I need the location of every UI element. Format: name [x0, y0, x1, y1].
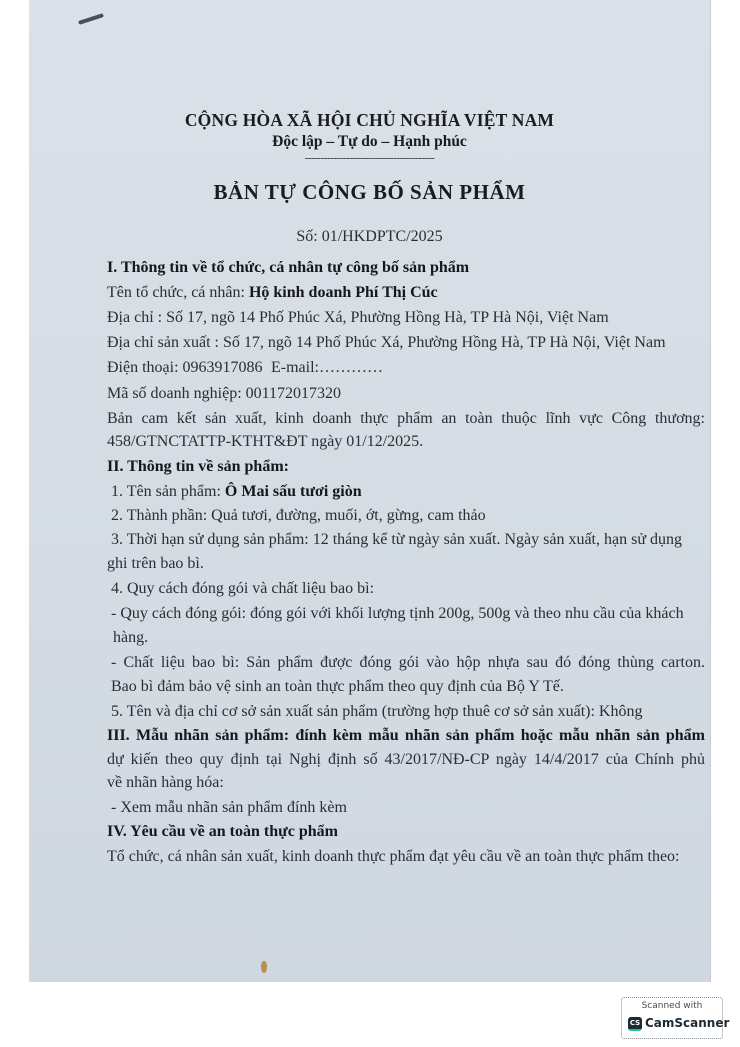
- document-content: [29, 0, 710, 982]
- org-name-line: [107, 282, 705, 304]
- section-3-line-3: về nhãn hàng hóa:: [107, 774, 224, 791]
- org-value: Hộ kinh doanh Phí Thị Cúc: [248, 284, 438, 301]
- section-3-heading: III. Mẫu nhãn sản phẩm: đính kèm mẫu nhãn sản phẩm hoặc mẫu nhãn sản phẩm: [107, 727, 705, 744]
- section-3-line-2: dự kiến theo quy định tại Nghị định số 43/2017/NĐ-CP ngày 14/4/2017 của Chính phủ: [107, 751, 705, 768]
- shelf-life-line-2: ghi trên bao bì.: [107, 555, 204, 572]
- business-code: Mã số doanh nghiệp: 001172017320: [107, 385, 342, 402]
- section-4-line-1: Tổ chức, cá nhân sản xuất, kinh doanh thực phẩm đạt yêu cầu về an toàn thực phẩm theo:: [107, 848, 680, 865]
- material-line-2: Bao bì đảm bảo vệ sinh an toàn thực phẩm theo quy định của Bộ Y Tế.: [111, 678, 564, 695]
- shelf-life-line-1: 3. Thời hạn sử dụng sản phẩm: 12 tháng kể từ ngày sản xuất. Ngày sản xuất, hạn sử dụng: [111, 531, 682, 548]
- packaging-heading: 4. Quy cách đóng gói và chất liệu bao bì:: [111, 580, 375, 597]
- commitment-line-1: Bản cam kết sản xuất, kinh doanh thực phẩm an toàn thuộc lĩnh vực Công thương:: [107, 410, 705, 427]
- camscanner-logo-icon: CS: [628, 1017, 642, 1031]
- camscanner-watermark: [621, 997, 730, 1039]
- watermark-brand: CamScanner: [645, 1016, 730, 1030]
- scanned-page: [29, 0, 711, 982]
- document-number: Số: 01/HKDPTC/2025: [296, 228, 443, 245]
- phone: Điện thoại: 0963917086: [107, 359, 263, 376]
- label-note: - Xem mẫu nhãn sản phẩm đính kèm: [111, 799, 347, 816]
- motto: Độc lập – Tự do – Hạnh phúc: [272, 133, 467, 150]
- contact-line: [107, 357, 705, 379]
- product-name-label: 1. Tên sản phẩm:: [111, 483, 225, 500]
- packing-spec-line-1: - Quy cách đóng gói: đóng gói với khối lượng tịnh 200g, 500g và theo nhu cầu của khách: [111, 605, 684, 622]
- document-title: BẢN TỰ CÔNG BỐ SẢN PHẨM: [213, 180, 526, 204]
- watermark-caption: Scanned with: [641, 1001, 703, 1011]
- ingredients: 2. Thành phần: Quả tươi, đường, muối, ớt, gừng, cam thảo: [111, 507, 486, 524]
- commitment-line-2: 458/GTNCTATTP-KTHT&ĐT ngày 01/12/2025.: [107, 433, 424, 450]
- production-address: Địa chỉ sản xuất : Số 17, ngõ 14 Phố Phúc Xá, Phường Hồng Hà, TP Hà Nội, Việt Nam: [107, 334, 666, 351]
- section-2-heading: II. Thông tin về sản phẩm:: [107, 458, 289, 475]
- product-name-line: [111, 481, 709, 503]
- section-1-heading: I. Thông tin về tổ chức, cá nhân tự công bố sản phẩm: [107, 259, 470, 276]
- address: Địa chỉ : Số 17, ngõ 14 Phố Phúc Xá, Phường Hồng Hà, TP Hà Nội, Việt Nam: [107, 309, 609, 326]
- product-name-value: Ô Mai sấu tươi giòn: [224, 483, 362, 500]
- org-label: Tên tổ chức, cá nhân:: [107, 284, 249, 301]
- email: E-mail:…………: [271, 359, 383, 376]
- section-4-heading: IV. Yêu cầu về an toàn thực phẩm: [107, 823, 338, 840]
- material-line-1: - Chất liệu bao bì: Sản phẩm được đóng gói vào hộp nhựa sau đó đóng thùng carton.: [111, 654, 705, 671]
- separator: -----------------------------------------: [304, 152, 435, 164]
- packing-spec-line-2: hàng.: [113, 629, 149, 646]
- nation-header: CỘNG HÒA XÃ HỘI CHỦ NGHĨA VIỆT NAM: [184, 110, 555, 130]
- manufacturer-info: 5. Tên và địa chỉ cơ sở sản xuất sản phẩm (trường hợp thuê cơ sở sản xuất): Không: [111, 703, 643, 720]
